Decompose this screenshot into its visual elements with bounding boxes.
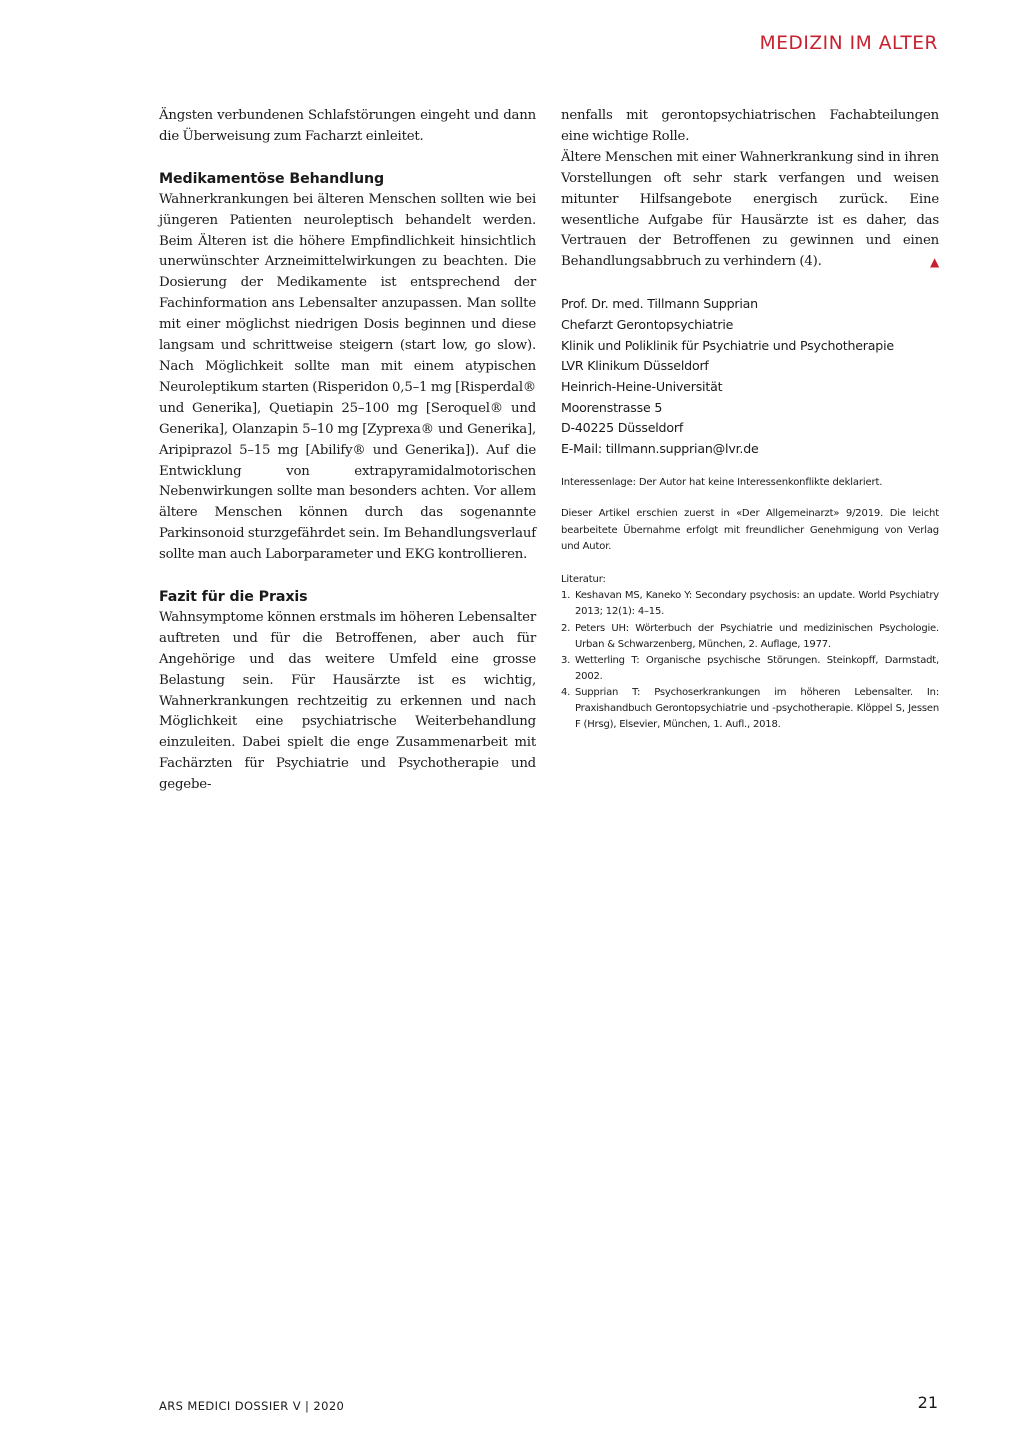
reference-list	[561, 588, 939, 733]
author-street: Moorenstrasse 5	[561, 399, 663, 415]
intro-paragraph: Ängsten verbundenen Schlafstörungen eingeht und dann die Überweisung zum Facharzt einleitet.	[159, 108, 536, 144]
author-name: Prof. Dr. med. Tillmann Supprian	[561, 296, 758, 312]
left-column	[159, 106, 536, 796]
reference-text: Peters UH: Wörterbuch der Psychiatrie und medizinischen Psychologie. Urban & Schwarzenberg, München, 2. Auflage, 1977.	[575, 622, 939, 650]
author-position: Chefarzt Gerontopsychiatrie	[561, 316, 734, 332]
reference-number: 1.	[561, 590, 571, 602]
conflict-of-interest: Interessenlage: Der Autor hat keine Interessenkonflikte deklariert.	[561, 476, 883, 488]
reference-item	[561, 653, 939, 685]
page-number: 21	[917, 1393, 938, 1412]
reference-text: Supprian T: Psychoserkrankungen im höheren Lebensalter. In: Praxishandbuch Gerontopsychiatrie und -psychotherapie. Klöppel S, Jessen F (Hrsg), Elsevier, München, 1. Aufl., 2018.	[575, 686, 939, 731]
reprint-note: Dieser Artikel erschien zuerst in «Der Allgemeinarzt» 9/2019. Die leicht bearbeitete Übernahme erfolgt mit freundlicher Genehmigung von Verlag und Autor.	[561, 508, 939, 553]
reference-text: Wetterling T: Organische psychische Störungen. Steinkopff, Darmstadt, 2002.	[575, 654, 939, 682]
author-clinic: Klinik und Poliklinik für Psychiatrie und Psychotherapie	[561, 337, 894, 353]
medication-paragraph: Wahnerkrankungen bei älteren Menschen sollten wie bei jüngeren Patienten neuroleptisch behandelt werden. Beim Älteren ist die höhere Empfindlichkeit hinsichtlich unerwünschter Arzneimittelwirkungen zu beachten. Die Dosierung der Medikamente ist entsprechend der Fachinformation ans Lebensalter anzupassen. Man sollte mit einer möglichst niedrigen Dosis beginnen und diese langsam und schrittweise steigern (start low, go slow). Nach Möglichkeit sollte man mit einem atypischen Neuroleptikum starten (Risperidon 0,5–1 mg [Risperdal® und Generika], Quetiapin 25–100 mg [Seroquel® und Generika], Olanzapin 5–10 mg [Zyprexa® und Generika], Aripiprazol 5–15 mg [Abilify® und Generika]). Auf die Entwicklung von extrapyramidalmotorischen Nebenwirkungen sollte man besonders achten. Vor allem ältere Menschen können durch das sogenannte Parkinsonoid sturzgefährdet sein. Im Behandlungsverlauf sollte man auch Laborparameter und EKG kontrollieren.	[159, 191, 536, 563]
conclusion-paragraph: Wahnsymptome können erstmals im höheren Lebensalter auftreten und für die Betroffenen, aber auch für Angehörige und das weitere Umfeld eine grosse Belastung sein. Für Hausärzte ist es wichtig, Wahnerkrankungen rechtzeitig zu erkennen und nach Möglichkeit eine psychiatrische Weiterbehandlung einzuleiten. Dabei spielt die enge Zusammenarbeit mit Fachärzten für Psychiatrie und Psychotherapie und gegebe-	[159, 609, 536, 793]
right-column	[561, 106, 939, 733]
author-university: Heinrich-Heine-Universität	[561, 379, 723, 395]
reference-item	[561, 685, 939, 733]
closing-paragraph	[561, 148, 939, 273]
author-address	[561, 294, 939, 460]
continuation-paragraph: nenfalls mit gerontopsychiatrischen Fachabteilungen eine wichtige Rolle.	[561, 108, 939, 144]
reference-number: 3.	[561, 654, 571, 666]
footer-publication: ARS MEDICI DOSSIER V | 2020	[159, 1399, 345, 1413]
closing-paragraph-text: Ältere Menschen mit einer Wahnerkrankung sind in ihren Vorstellungen oft sehr stark verfangen und weisen mitunter Hilfsangebote energisch zurück. Eine wesentliche Aufgabe für Hausärzte ist es daher, das Vertrauen der Betroffenen zu gewinnen und einen Behandlungsabbruch zu verhindern (4).	[561, 149, 939, 270]
author-hospital: LVR Klinikum Düsseldorf	[561, 358, 709, 374]
author-email[interactable]: E-Mail: tillmann.supprian@lvr.de	[561, 441, 759, 457]
heading-medication: Medikamentöse Behandlung	[159, 170, 384, 187]
reference-item	[561, 588, 939, 620]
heading-conclusion: Fazit für die Praxis	[159, 589, 308, 606]
author-city: D-40225 Düsseldorf	[561, 420, 684, 436]
reference-text: Keshavan MS, Kaneko Y: Secondary psychosis: an update. World Psychiatry 2013; 12(1): 4–15.	[575, 590, 939, 618]
reference-item	[561, 621, 939, 653]
reference-number: 4.	[561, 686, 571, 698]
reference-number: 2.	[561, 622, 571, 634]
section-header: MEDIZIN IM ALTER	[759, 33, 938, 54]
literature-label: Literatur:	[561, 573, 606, 585]
end-of-article-icon: ▲	[929, 255, 939, 270]
